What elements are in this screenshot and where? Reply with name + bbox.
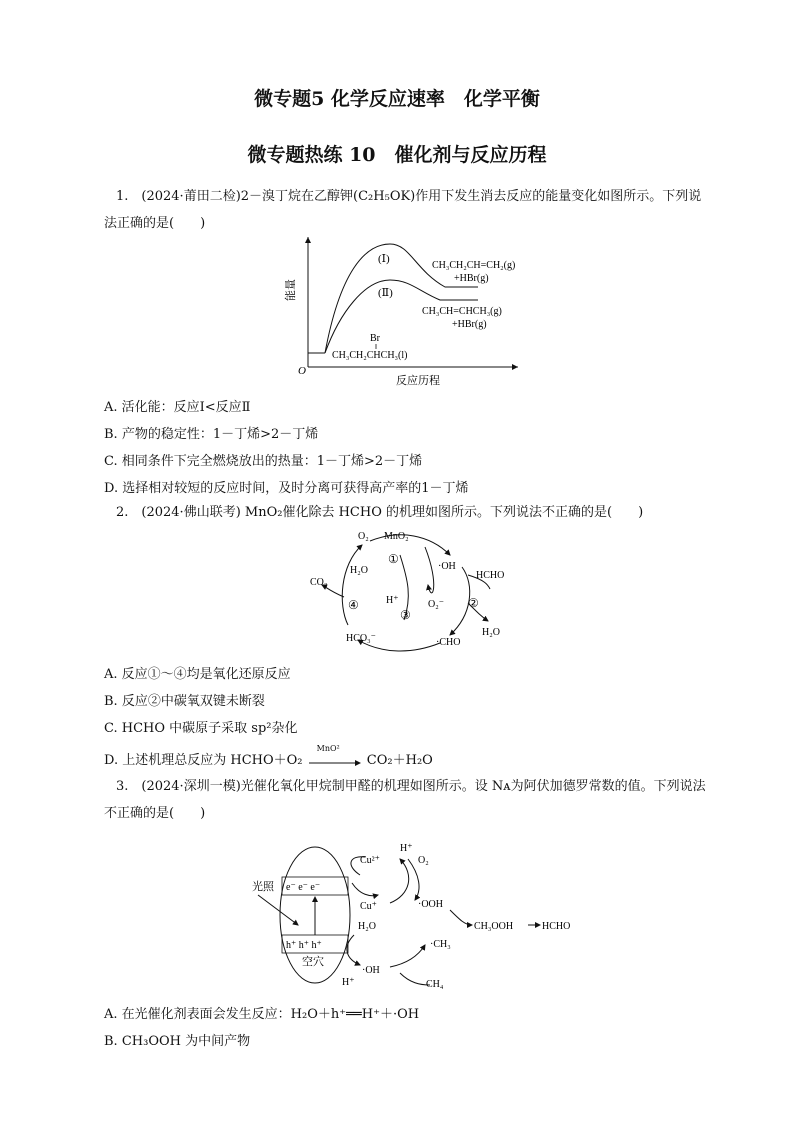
q1-stem-line2: 法正确的是( ) (104, 216, 206, 231)
q2-option-d[interactable] (104, 743, 433, 768)
oh-label: ·OH (438, 561, 456, 572)
step3-marker: ③ (400, 608, 411, 622)
catalyst-label: MnO² (316, 743, 340, 753)
q2-option-b[interactable]: B. 反应②中碳氧双键未断裂 (104, 694, 265, 709)
light-label: 光照 (252, 881, 274, 893)
cycle-arc-top (370, 535, 450, 555)
product1-line2: +HBr(g) (454, 273, 489, 284)
cu-oxidize (390, 859, 409, 903)
origin-label: O (298, 365, 306, 377)
hco3-label: HCO₃⁻ (346, 633, 376, 644)
product2-line2: +HBr(g) (452, 319, 487, 330)
ooh-label: ·OOH (418, 899, 443, 910)
hole-text: 空穴 (302, 956, 324, 968)
ch4-label: CH₄ (426, 979, 444, 990)
hplus-top-label: H⁺ (400, 843, 413, 854)
section-title: 微专题热练 10 催化剂与反应历程 (247, 144, 547, 166)
holes-label: h⁺ h⁺ h⁺ (286, 940, 322, 951)
curve-ii-label: (Ⅱ) (378, 287, 393, 299)
oh-label: ·OH (362, 965, 380, 976)
co2-label: CO₂ (310, 577, 328, 588)
cu-reduce (352, 883, 378, 896)
h2o-label: H₂O (358, 921, 376, 932)
q2-option-a[interactable]: A. 反应①～④均是氧化还原反应 (104, 667, 291, 682)
q3-option-a[interactable]: A. 在光催化剂表面会发生反应：H₂O＋h⁺══H⁺＋·OH (104, 1007, 420, 1022)
q2-stem: 2. (2024·佛山联考) MnO₂催化除去 HCHO 的机理如图所示。下列说法不正确的是( ) (116, 505, 644, 520)
oh-to-ch3 (390, 945, 425, 967)
hplus-label: H⁺ (386, 595, 399, 606)
hcho-label: HCHO (542, 921, 571, 932)
catalyst-arrow (307, 743, 363, 768)
q1-option-b[interactable]: B. 产物的稳定性：1－丁烯>2－丁烯 (104, 427, 319, 442)
o2-label: O₂ (358, 531, 369, 542)
step1-marker: ① (388, 552, 399, 566)
q3-photocatalysis-diagram (250, 835, 580, 995)
hcho-label: HCHO (476, 570, 505, 581)
mno2-label: MnO₂ (384, 531, 409, 542)
q1-option-a[interactable]: A. 活化能：反应Ⅰ<反应Ⅱ (104, 400, 251, 415)
o2minus-label: O₂⁻ (428, 599, 444, 610)
q1-option-d[interactable]: D. 选择相对较短的反应时间，及时分离可获得高产率的1－丁烯 (104, 481, 469, 496)
q1-energy-diagram (280, 232, 530, 392)
q3-option-b[interactable]: B. CH₃OOH 为中间产物 (104, 1034, 251, 1049)
inner-arc-o2minus (425, 547, 434, 593)
q2-mechanism-diagram (300, 525, 530, 655)
cycle-arc-left (342, 545, 362, 625)
product1-line1: CH₃CH₂CH=CH₂(g) (432, 260, 516, 271)
ooh-combine (450, 910, 472, 925)
y-axis-label: 能量 (285, 279, 297, 301)
q1-stem-line1: 1. (2024·莆田二检)2－溴丁烷在乙醇钾(C₂H₅OK)作用下发生消去反应的能量变化如图所示。下列说 (116, 189, 702, 204)
reactant-br: Br (370, 333, 380, 344)
h2o-right-label: H₂O (482, 627, 500, 638)
q3-stem-line1: 3. (2024·深圳一模)光催化氧化甲烷制甲醛的机理如图所示。设 Nᴀ为阿伏加德罗常数的值。下列说法 (116, 779, 706, 794)
q2-option-c[interactable]: C. HCHO 中碳原子采取 sp²杂化 (104, 721, 298, 736)
reaction-arrow (307, 757, 363, 769)
x-axis-label: 反应历程 (396, 375, 440, 387)
ch3ooh-label: CH₃OOH (474, 921, 514, 932)
h2o-left-label: H₂O (350, 565, 368, 576)
step2-marker: ② (468, 596, 479, 610)
reactant-label: CH₃CH₂CHCH₃(l) (332, 350, 408, 361)
o2-label: O₂ (418, 855, 429, 866)
cu2-label: Cu²⁺ (360, 855, 380, 866)
cycle-arc-right (450, 567, 470, 635)
cu1-label: Cu⁺ (360, 901, 377, 912)
curve-i-label: (Ⅰ) (378, 253, 390, 265)
ch3-label: ·CH₃ (430, 939, 451, 950)
q1-option-c[interactable]: C. 相同条件下完全燃烧放出的热量：1－丁烯>2－丁烯 (104, 454, 423, 469)
step4-marker: ④ (348, 598, 359, 612)
q2-option-d-suffix: CO₂＋H₂O (366, 753, 433, 768)
hplus-bottom-label: H⁺ (342, 977, 355, 988)
q3-stem-line2: 不正确的是( ) (104, 806, 206, 821)
light-arrow (258, 895, 298, 925)
h2o-to-oh (347, 935, 360, 965)
electrons-label: e⁻ e⁻ e⁻ (286, 882, 321, 893)
chapter-title: 微专题5 化学反应速率 化学平衡 (254, 88, 540, 110)
cho-label: ·CHO (436, 637, 461, 648)
q2-option-d-prefix: D. 上述机理总反应为 HCHO＋O₂ (104, 753, 303, 768)
product2-line1: CH₃CH=CHCH₃(g) (422, 306, 502, 317)
